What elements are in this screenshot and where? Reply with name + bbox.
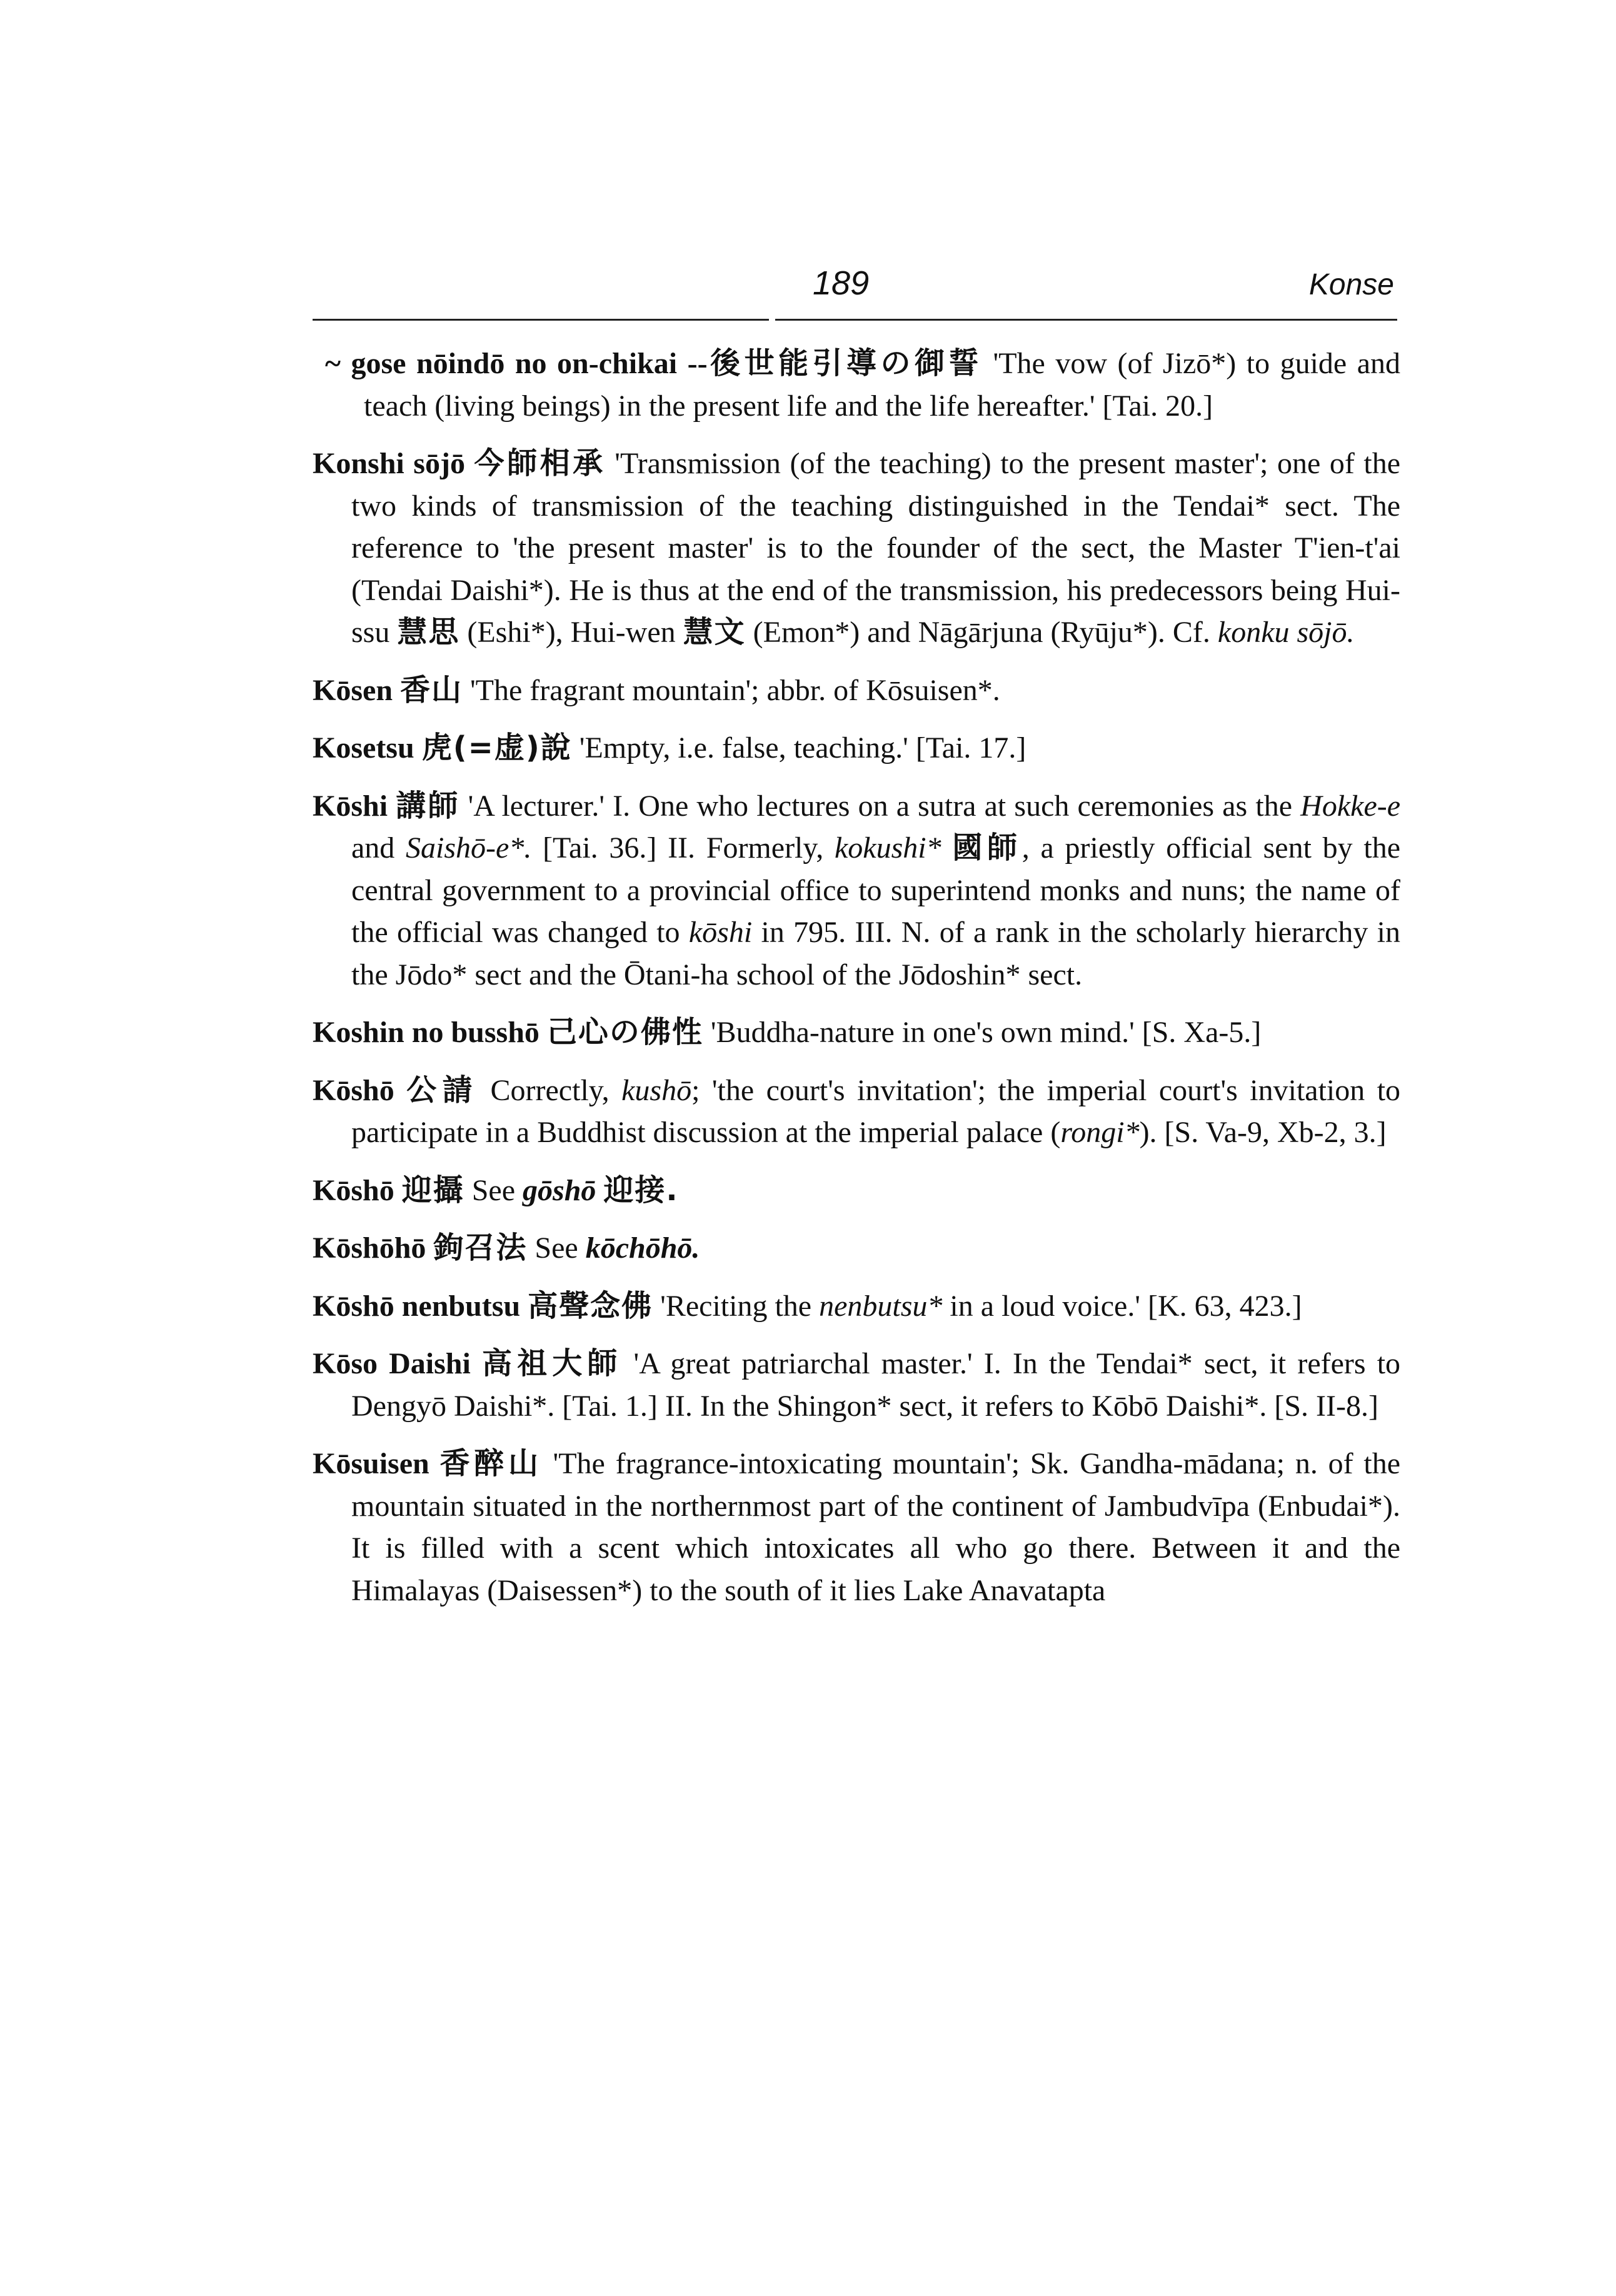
page-header bbox=[313, 263, 1394, 313]
tilde-mark: ~ bbox=[325, 347, 341, 380]
entry-koso-daishi bbox=[313, 1343, 1400, 1427]
entry-kanji: 虎(=虚)說 bbox=[421, 730, 572, 765]
entry-kosuisen bbox=[313, 1443, 1400, 1612]
entry-headword: Kōshō nenbutsu bbox=[313, 1289, 521, 1323]
entry-headword: Kōshō bbox=[313, 1173, 394, 1207]
entry-kanji-inline: 慧文 bbox=[683, 614, 746, 649]
entry-koshi bbox=[313, 785, 1400, 996]
entry-definition: 'The fragrant mountain'; abbr. of Kōsuisen*. bbox=[470, 673, 1000, 707]
entry-reference: [K. 63, 423.] bbox=[1148, 1289, 1302, 1323]
entry-definition: Correctly, bbox=[490, 1073, 610, 1107]
entry-definition: ; 'the court's invitation'; the imperial court's invitation to participate in a Buddhist discussion at the imperial palace ( bbox=[351, 1073, 1401, 1149]
dictionary-entries bbox=[313, 343, 1400, 1627]
entry-reference: [S. Xa-5.] bbox=[1142, 1016, 1262, 1049]
page-number: 189 bbox=[813, 264, 870, 302]
entry-kanji-inline: 迎接. bbox=[603, 1172, 679, 1208]
entry-cross-reference: konku sōjō. bbox=[1217, 616, 1355, 649]
entry-definition: 'A lecturer.' I. One who lectures on a sutra at such ceremonies as the bbox=[468, 789, 1293, 823]
entry-definition: [Tai. 36.] II. Formerly, bbox=[543, 831, 824, 865]
entry-italic-term: Hokke-e bbox=[1300, 789, 1401, 823]
entry-definition: in 795. III. N. of a rank in the scholarly hierarchy in the Jōdo* sect and the Ōtani-ha school of the Jōdoshin* sect. bbox=[351, 916, 1401, 991]
entry-italic-term: Saishō-e*. bbox=[406, 831, 532, 865]
entry-kanji: 高聲念佛 bbox=[528, 1288, 653, 1323]
entry-dashes: -- bbox=[687, 347, 708, 380]
header-rule-left bbox=[313, 319, 769, 321]
entry-definition: 'The fragrance-intoxicating mountain'; Sk. Gandha-mādana; n. of the mountain situated in the northernmost part of the continent of Jambudvīpa (Enbudai*). It is filled with a scent which intoxicates all who go there. Between it and the Himalayas (Daisessen*) to the south of it lies Lake Anavatapta bbox=[351, 1447, 1401, 1607]
entry-definition: 'Reciting the bbox=[660, 1289, 812, 1323]
entry-reference: [Tai. 17.] bbox=[915, 731, 1026, 764]
entry-headword: Konshi sōjō bbox=[313, 447, 465, 480]
entry-kanji-inline: 慧思 bbox=[397, 614, 460, 649]
entry-kanji: 香山 bbox=[400, 672, 463, 708]
entry-italic-term: nenbutsu* bbox=[819, 1289, 943, 1323]
entry-definition: and bbox=[351, 831, 395, 865]
entry-headword: Koshin no busshō bbox=[313, 1016, 540, 1049]
entry-italic-term: kokushi* bbox=[835, 831, 941, 865]
entry-kanji: 公請 bbox=[406, 1072, 479, 1108]
entry-kanji: 高祖大師 bbox=[481, 1346, 623, 1381]
entry-kanji: 鉤召法 bbox=[433, 1230, 528, 1265]
entry-gose-noindo bbox=[325, 343, 1400, 427]
entry-definition: 'Buddha-nature in one's own mind.' bbox=[710, 1016, 1135, 1049]
page bbox=[313, 263, 1407, 2200]
entry-definition: (Emon*) and Nāgārjuna (Ryūju*). Cf. bbox=[753, 616, 1210, 649]
running-head: Konse bbox=[1308, 268, 1394, 301]
entry-reference: [Tai. 20.] bbox=[1102, 389, 1213, 423]
entry-kosen bbox=[313, 669, 1400, 712]
entry-kosho-gosho bbox=[313, 1170, 1400, 1212]
entry-definition: 'The vow (of Jizō*) to guide and teach (living beings) in the present life and the life hereafter.' bbox=[364, 347, 1401, 423]
entry-kanji: 講師 bbox=[396, 788, 460, 823]
entry-kosho-nenbutsu bbox=[313, 1285, 1400, 1328]
entry-definition: 'Empty, i.e. false, teaching.' bbox=[579, 731, 908, 764]
entry-reference: [S. Va-9, Xb-2, 3.] bbox=[1164, 1116, 1387, 1149]
entry-definition: in a loud voice.' bbox=[950, 1289, 1140, 1323]
entry-cross-reference: kōchōhō. bbox=[585, 1231, 700, 1265]
entry-headword: Kōso Daishi bbox=[313, 1347, 471, 1380]
entry-kosho-invitation bbox=[313, 1070, 1400, 1154]
entry-koshoho bbox=[313, 1227, 1400, 1270]
entry-headword: Kosetsu bbox=[313, 731, 414, 764]
entry-headword: Kōshōhō bbox=[313, 1231, 426, 1265]
entry-kanji-inline: 國師 bbox=[952, 830, 1022, 865]
entry-italic-term: kushō bbox=[621, 1073, 692, 1107]
entry-konshi-sojo bbox=[313, 443, 1400, 654]
entry-headword: gose nōindō no on-chikai bbox=[351, 347, 678, 380]
entry-definition: See bbox=[471, 1173, 516, 1207]
entry-definition: (Eshi*), Hui-wen bbox=[467, 616, 676, 649]
entry-reference: [S. II-8.] bbox=[1274, 1389, 1378, 1423]
entry-italic-term: kōshi bbox=[688, 916, 753, 949]
header-rule-right bbox=[775, 319, 1397, 321]
entry-kanji: 己心の佛性 bbox=[546, 1015, 703, 1050]
entry-koshin-no-bussho bbox=[313, 1011, 1400, 1054]
entry-headword: Kōsuisen bbox=[313, 1447, 429, 1480]
entry-headword: Kōshi bbox=[313, 789, 388, 823]
entry-kanji: 後世能引導の御誓 bbox=[707, 346, 983, 381]
entry-definition: See bbox=[534, 1231, 578, 1265]
entry-definition: , a priestly official sent by the central government to a provincial office to superintend monks and nuns; the name of the official was changed to bbox=[351, 831, 1401, 949]
entry-italic-term: rongi* bbox=[1060, 1116, 1140, 1149]
entry-definition: 'A great patriarchal master.' I. In the Tendai* sect, it refers to Dengyō Daishi*. [Tai. 1.] II. In the Shingon* sect, it refers to Kōbō Daishi*. bbox=[351, 1347, 1401, 1423]
entry-kanji: 香醉山 bbox=[439, 1446, 543, 1481]
entry-kanji: 迎攝 bbox=[401, 1172, 464, 1208]
entry-cross-reference: gōshō bbox=[523, 1173, 596, 1207]
entry-definition: 'Transmission (of the teaching) to the present master'; one of the two kinds of transmission of the teaching distinguished in the Tendai* sect. The reference to 'the present master' is to the founder of the sect, the Master T'ien-t'ai (Tendai Daishi*). He is thus at the end of the transmission, his predecessors being Hui-ssu bbox=[351, 447, 1401, 649]
entry-headword: Kōshō bbox=[313, 1073, 394, 1107]
entry-headword: Kōsen bbox=[313, 673, 393, 707]
entry-definition: ). bbox=[1139, 1116, 1157, 1149]
entry-kosetsu bbox=[313, 727, 1400, 770]
entry-kanji: 今師相承 bbox=[474, 446, 606, 481]
